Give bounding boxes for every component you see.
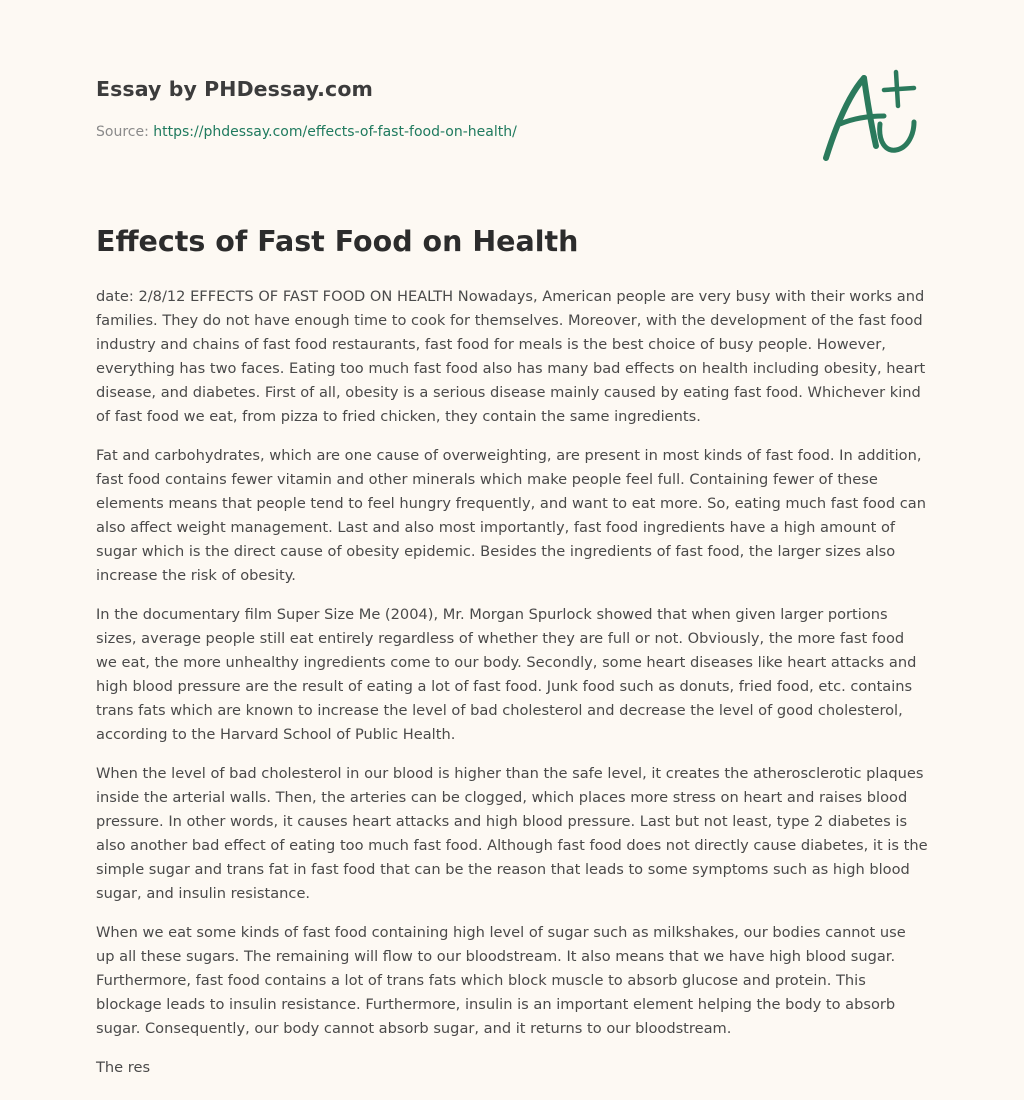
source-line	[96, 124, 517, 140]
essay-paragraph-6: The res	[96, 1059, 151, 1076]
essay-paragraph-4: When the level of bad cholesterol in our blood is higher than the safe level, it creates the atherosclerotic plaques inside the arterial walls. Then, the arteries can be clogged, which places more stress on heart and raises blood pressure. In other words, it causes heart attacks and high blood pressure. Last but not least, type 2 diabetes is also another bad effect of eating too much fast food. Although fast food does not directly cause diabetes, it is the simple sugar and trans fat in fast food that can be the reason that leads to some symptoms such as high blood sugar, and insulin resistance.	[96, 765, 928, 902]
essay-paragraph-5: When we eat some kinds of fast food containing high level of sugar such as milkshakes, our bodies cannot use up all these sugars. The remaining will flow to our bloodstream. It also means that we have high blood sugar. Furthermore, fast food contains a lot of trans fats which block muscle to absorb glucose and protein. This blockage leads to insulin resistance. Furthermore, insulin is an important element helping the body to absorb sugar. Consequently, our body cannot absorb sugar, and it returns to our bloodstream.	[96, 924, 906, 1037]
essay-title: Effects of Fast Food on Health	[96, 225, 579, 258]
essay-page	[96, 0, 928, 1100]
source-label: Source:	[96, 124, 154, 140]
a-plus-icon	[818, 66, 928, 166]
essay-paragraph-3: In the documentary film Super Size Me (2004), Mr. Morgan Spurlock showed that when given larger portions sizes, average people still eat entirely regardless of whether they are full or not. Obviously, the more fast food we eat, the more unhealthy ingredients come to our body. Secondly, some heart diseases like heart attacks and high blood pressure are the result of eating a lot of fast food. Junk food such as donuts, fried food, etc. contains trans fats which are known to increase the level of bad cholesterol and decrease the level of good cholesterol, according to the Harvard School of Public Health.	[96, 606, 917, 743]
site-name: Essay by PHDessay.com	[96, 77, 373, 101]
essay-paragraph-2: Fat and carbohydrates, which are one cause of overweighting, are present in most kinds of fast food. In addition, fast food contains fewer vitamin and other minerals which make people feel full. Containing fewer of these elements means that people tend to feel hungry frequently, and want to eat more. So, eating much fast food can also affect weight management. Last and also most importantly, fast food ingredients have a high amount of sugar which is the direct cause of obesity epidemic. Besides the ingredients of fast food, the larger sizes also increase the risk of obesity.	[96, 447, 926, 584]
essay-paragraph-1: date: 2/8/12 EFFECTS OF FAST FOOD ON HEALTH Nowadays, American people are very busy with their works and families. They do not have enough time to cook for themselves. Moreover, with the development of the fast food industry and chains of fast food restaurants, fast food for meals is the best choice of busy people. However, everything has two faces. Eating too much fast food also has many bad effects on health including obesity, heart disease, and diabetes. First of all, obesity is a serious disease mainly caused by eating fast food. Whichever kind of fast food we eat, from pizza to fried chicken, they contain the same ingredients.	[96, 288, 926, 425]
essay-body	[96, 285, 928, 1095]
source-link[interactable]: https://phdessay.com/effects-of-fast-food-on-health/	[153, 124, 517, 140]
